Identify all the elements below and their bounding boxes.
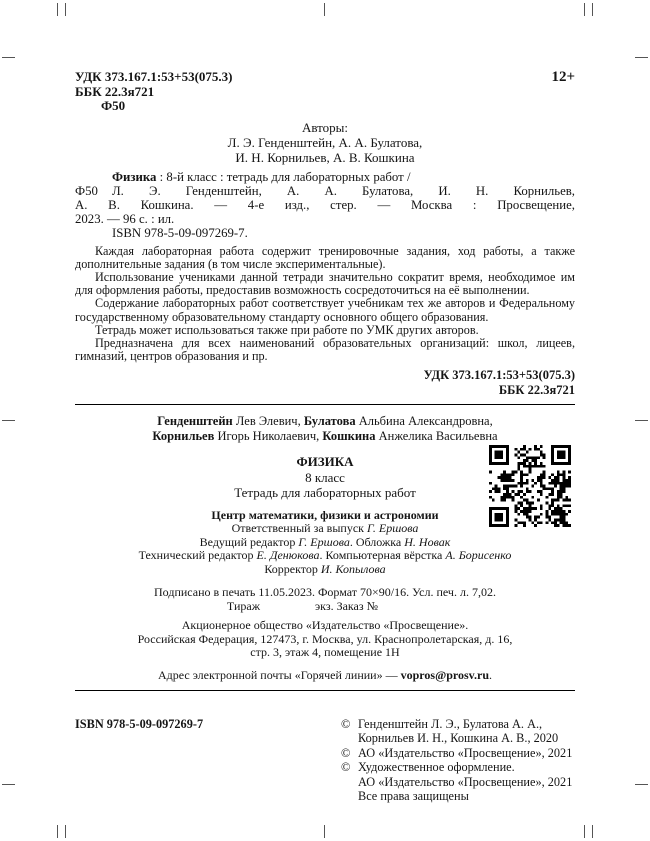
crop-mark xyxy=(592,825,593,838)
authors-block xyxy=(75,120,575,165)
copyright-entry xyxy=(341,746,575,761)
divider-top xyxy=(75,404,575,405)
isbn-footer: ISBN 978-5-09-097269-7 xyxy=(75,716,204,731)
crop-mark xyxy=(592,3,593,16)
copyright-line: Художественное оформление. xyxy=(358,760,515,775)
annotation-paragraph: Предназначена для всех наименований образовательных организаций: школ, лицеев, гимназий, центров образования и пр. xyxy=(75,335,575,364)
publisher-line: Российская Федерация, 127473, г. Москва, ул. Краснопролетарская, д. 16, xyxy=(137,631,513,646)
copyright-line: АО «Издательство «Просвещение», 2021 xyxy=(358,745,573,760)
edition-subtitle: Тетрадь для лабораторных работ xyxy=(234,485,416,501)
biblio-line: 2023. — 96 с. : ил. xyxy=(75,211,175,226)
age-mark: 12+ xyxy=(551,69,575,85)
crop-mark xyxy=(2,420,15,421)
staff-line: Технический редактор Е. Денюкова. Компьютерная вёрстка А. Борисенко xyxy=(138,548,512,563)
crop-mark xyxy=(65,3,66,16)
annotation-paragraph: Тетрадь может использоваться также при работе по УМК других авторов. xyxy=(95,322,479,337)
footer xyxy=(75,717,575,804)
crop-mark xyxy=(635,784,648,785)
biblio-isbn: ISBN 978-5-09-097269-7. xyxy=(112,225,248,240)
biblio-line: Физика : 8-й класс : тетрадь для лабораторных работ / xyxy=(112,169,411,184)
edition-title: ФИЗИКА xyxy=(296,454,354,470)
authors-full-names xyxy=(75,414,575,444)
authors-full-line: Корнильев Игорь Николаевич, Кошкина Анжелика Васильевна xyxy=(152,429,498,444)
crop-mark xyxy=(635,420,648,421)
copyright-line: Все права защищены xyxy=(358,789,469,804)
publisher-block xyxy=(75,619,575,660)
crop-mark xyxy=(635,57,648,58)
print-info-line: Подписано в печать 11.05.2023. Формат 70×90/16. Усл. печ. л. 7,02. xyxy=(154,585,496,600)
classification-repeat xyxy=(75,368,575,397)
staff-block xyxy=(75,509,575,577)
bbk-code-right: ББК 22.3я721 xyxy=(498,382,575,397)
author-sign: Ф50 xyxy=(101,98,126,113)
annotation-paragraph: Каждая лабораторная работа содержит тренировочные задания, ход работы, а также дополнительные задания (в том числе экспериментальные). xyxy=(75,243,575,271)
copyright-entry xyxy=(341,760,575,804)
copyright-icon: © xyxy=(341,716,351,731)
biblio-record xyxy=(75,170,575,240)
hotline-email: vopros@prosv.ru xyxy=(400,667,490,682)
edition-grade: 8 класс xyxy=(305,469,345,485)
staff-line: Ответственный за выпуск Г. Ершова xyxy=(231,521,419,536)
crop-mark xyxy=(2,57,15,58)
udk-code: УДК 373.167.1:53+53(075.3) xyxy=(75,69,233,84)
biblio-line: Ф50 Л. Э. Генденштейн, А. А. Булатова, И. Н. Корнильев, xyxy=(75,183,575,198)
classification-header xyxy=(75,70,575,114)
annotation-paragraph: Использование учениками данной тетради значительно сократит время, необходимое им для оформления работы, предоставив возможность сосредоточиться на её выполнении. xyxy=(75,269,575,298)
print-info xyxy=(75,585,575,613)
staff-line: Ведущий редактор Г. Ершова. Обложка Н. Новак xyxy=(199,534,451,549)
biblio-title: Физика xyxy=(112,169,157,184)
crop-mark xyxy=(57,3,58,16)
crop-mark xyxy=(324,3,325,16)
crop-mark xyxy=(584,825,585,838)
crop-mark xyxy=(324,825,325,838)
bbk-code: ББК 22.3я721 xyxy=(75,83,155,99)
authors-label: Авторы: xyxy=(301,119,349,135)
annotation-paragraph: Содержание лабораторных работ соответствует учебникам тех же авторов и Федеральному государственному образовательному стандарту основного общего образования. xyxy=(75,296,575,324)
crop-mark xyxy=(65,825,66,838)
annotation xyxy=(75,245,575,364)
staff-line: Корректор И. Копылова xyxy=(264,561,386,576)
authors-full-line: Генденштейн Лев Элевич, Булатова Альбина Александровна, xyxy=(157,414,493,429)
crop-mark xyxy=(2,784,15,785)
copyright-icon: © xyxy=(341,760,351,775)
authors-line: И. Н. Корнильев, А. В. Кошкина xyxy=(235,149,415,165)
biblio-line: А. В. Кошкина. — 4-е изд., стер. — Москва : Просвещение, xyxy=(75,197,575,212)
copyright-icon: © xyxy=(341,745,351,760)
publisher-line: Акционерное общество «Издательство «Просвещение». xyxy=(181,618,469,633)
copyright-line: АО «Издательство «Просвещение», 2021 xyxy=(358,774,573,789)
biblio-author-sign: Ф50 xyxy=(75,183,98,198)
copyright-block xyxy=(341,717,575,804)
page-content xyxy=(75,70,575,804)
classification-codes xyxy=(75,70,233,114)
divider-bottom xyxy=(75,690,575,691)
authors-line: Л. Э. Генденштейн, А. А. Булатова, xyxy=(227,134,423,150)
hotline-line: Адрес электронной почты «Горячей линии» — vopros@prosv.ru. xyxy=(157,667,493,682)
publishing-center: Центр математики, физики и астрономии xyxy=(211,507,439,522)
edition-title-block xyxy=(75,454,575,501)
crop-mark xyxy=(57,825,58,838)
copyright-entry xyxy=(341,717,575,746)
copyright-line: Корнильев И. Н., Кошкина А. В., 2020 xyxy=(358,731,559,746)
print-run-line: Тираж экз. Заказ № xyxy=(226,599,379,614)
copyright-line: Генденштейн Л. Э., Булатова А. А., xyxy=(358,716,543,731)
publisher-line: стр. 3, этаж 4, помещение 1Н xyxy=(250,645,400,660)
crop-mark xyxy=(584,3,585,16)
udk-code-right: УДК 373.167.1:53+53(075.3) xyxy=(423,368,575,383)
